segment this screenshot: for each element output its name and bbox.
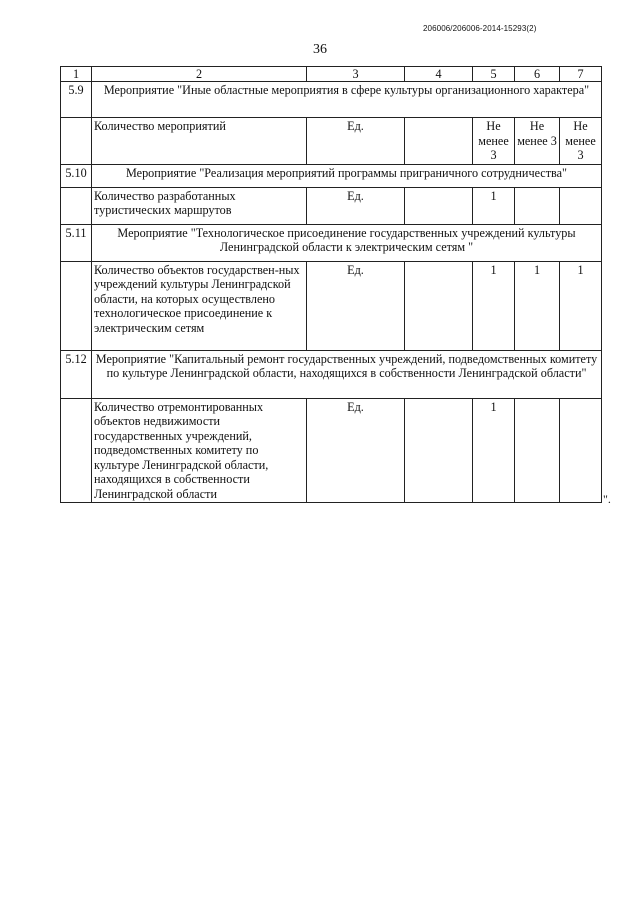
indicator-row xyxy=(61,261,602,350)
value-cell xyxy=(405,261,473,350)
section-number: 5.10 xyxy=(61,164,92,187)
section-title: Мероприятие "Технологическое присоединение государственных учреждений культуры Ленинградской области к электрическим сетям " xyxy=(92,224,602,261)
indicators-table xyxy=(60,66,602,503)
section-number: 5.9 xyxy=(61,82,92,118)
closing-quote-mark: ". xyxy=(603,492,611,506)
column-number: 3 xyxy=(307,67,405,82)
indicator-row xyxy=(61,118,602,165)
value-cell: 1 xyxy=(473,398,515,503)
value-cell xyxy=(560,398,602,503)
section-row xyxy=(61,164,602,187)
value-cell: 1 xyxy=(473,261,515,350)
section-title: Мероприятие "Иные областные мероприятия в сфере культуры организационного характера" xyxy=(92,82,602,118)
column-number: 4 xyxy=(405,67,473,82)
unit-cell: Ед. xyxy=(307,118,405,165)
indicator-row xyxy=(61,187,602,224)
empty-cell xyxy=(61,261,92,350)
column-number: 5 xyxy=(473,67,515,82)
indicator-row xyxy=(61,398,602,503)
value-cell: 1 xyxy=(515,261,560,350)
value-cell xyxy=(515,398,560,503)
column-number: 1 xyxy=(61,67,92,82)
indicator-name: Количество объектов государствен-ных учреждений культуры Ленинградской области, на которых осуществлено технологическое присоединение к электрическим сетям xyxy=(92,261,307,350)
section-title: Мероприятие "Реализация мероприятий программы приграничного сотрудничества" xyxy=(92,164,602,187)
empty-cell xyxy=(61,398,92,503)
indicator-name: Количество разработанных туристических маршрутов xyxy=(92,187,307,224)
section-row xyxy=(61,82,602,118)
column-number: 6 xyxy=(515,67,560,82)
unit-cell: Ед. xyxy=(307,187,405,224)
value-cell: Не менее 3 xyxy=(560,118,602,165)
column-number: 7 xyxy=(560,67,602,82)
column-number-row xyxy=(61,67,602,82)
value-cell: 1 xyxy=(473,187,515,224)
section-number: 5.12 xyxy=(61,350,92,398)
value-cell xyxy=(405,118,473,165)
indicator-name: Количество отремонтированных объектов недвижимости государственных учреждений, подведомственных комитету по культуре Ленинградской области, находящихся в собственности Ленинградской области xyxy=(92,398,307,503)
value-cell xyxy=(405,187,473,224)
indicator-name: Количество мероприятий xyxy=(92,118,307,165)
empty-cell xyxy=(61,118,92,165)
value-cell xyxy=(560,187,602,224)
value-cell: 1 xyxy=(560,261,602,350)
value-cell xyxy=(405,398,473,503)
unit-cell: Ед. xyxy=(307,398,405,503)
column-number: 2 xyxy=(92,67,307,82)
value-cell: Не менее 3 xyxy=(515,118,560,165)
value-cell: Не менее 3 xyxy=(473,118,515,165)
section-row xyxy=(61,350,602,398)
value-cell xyxy=(515,187,560,224)
empty-cell xyxy=(61,187,92,224)
section-number: 5.11 xyxy=(61,224,92,261)
page-number: 36 xyxy=(313,42,327,57)
section-row xyxy=(61,224,602,261)
document-id: 206006/206006-2014-15293(2) xyxy=(423,24,537,33)
section-title: Мероприятие "Капитальный ремонт государственных учреждений, подведомственных комитету по культуре Ленинградской области, находящихся в собственности Ленинградской области" xyxy=(92,350,602,398)
unit-cell: Ед. xyxy=(307,261,405,350)
